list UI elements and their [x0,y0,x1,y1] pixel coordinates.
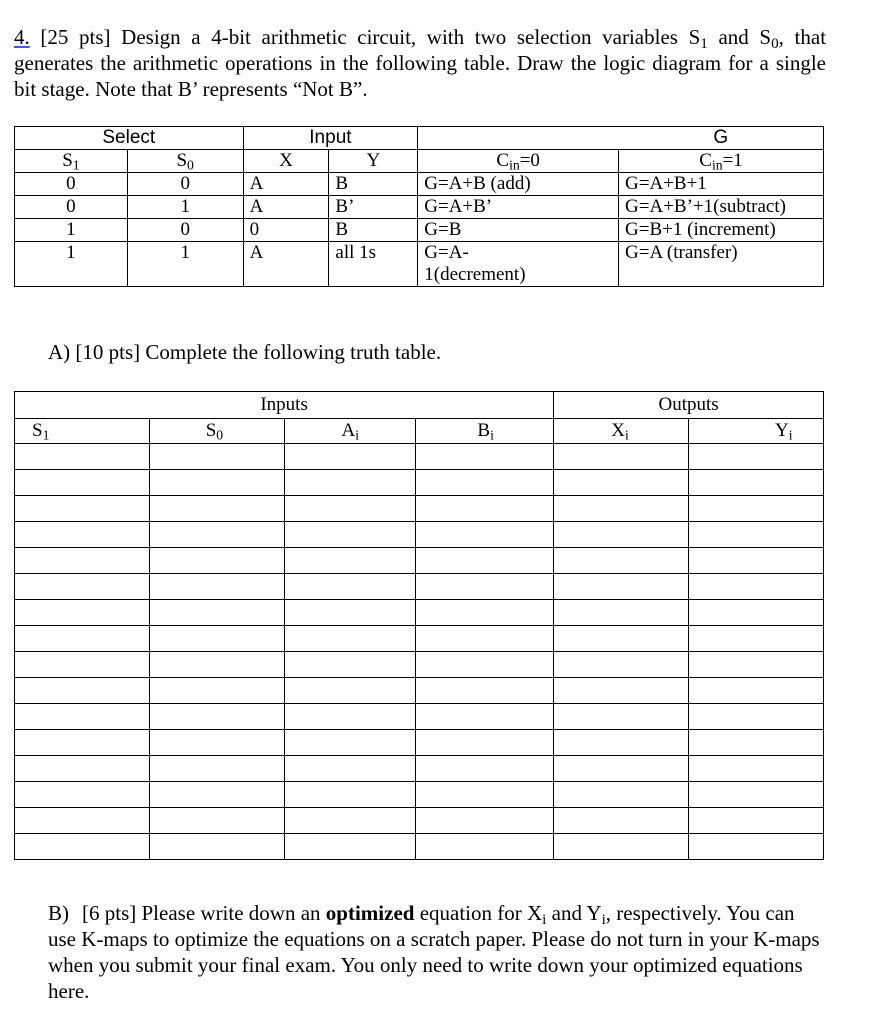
tt-empty-cell[interactable] [284,522,416,548]
tt-empty-cell[interactable] [149,522,284,548]
tt-empty-row [15,834,824,860]
col-y: Y [329,150,418,173]
tt-empty-cell[interactable] [149,808,284,834]
tt-empty-cell[interactable] [554,574,689,600]
col-label: B [477,420,491,441]
tt-empty-cell[interactable] [284,704,416,730]
cell-s0: 0 [127,219,243,242]
op-group-header-row [15,127,824,150]
tt-empty-cell[interactable] [689,652,824,678]
tt-empty-cell[interactable] [15,756,150,782]
subscript: in [711,157,723,173]
tt-empty-cell[interactable] [554,496,689,522]
tt-empty-cell[interactable] [284,626,416,652]
col-s0 [127,150,243,173]
tt-empty-row [15,444,824,470]
col-label: S [32,420,43,441]
tt-empty-cell[interactable] [689,444,824,470]
tt-empty-cell[interactable] [554,652,689,678]
col-s1-label: S [62,150,73,171]
cell-y: B [329,219,418,242]
tt-empty-cell[interactable] [416,626,554,652]
tt-empty-cell[interactable] [149,678,284,704]
tt-group-header-row [15,392,824,419]
tt-empty-cell[interactable] [284,496,416,522]
tt-empty-cell[interactable] [149,574,284,600]
cell-x: 0 [243,219,329,242]
tt-empty-cell[interactable] [554,626,689,652]
col-label: Y [775,420,789,441]
question-text-part: and S [718,25,772,49]
g-cin0-line2: 1(decrement) [424,264,526,285]
tt-empty-cell[interactable] [554,600,689,626]
input-header: Input [243,127,418,150]
op-row [15,173,824,196]
part-b-text [48,900,824,1004]
g-cin0-line1: G=A- [424,242,469,263]
tt-empty-cell[interactable] [284,756,416,782]
tt-empty-cell[interactable] [149,626,284,652]
tt-empty-cell[interactable] [149,600,284,626]
subscript: 1 [42,427,50,443]
tt-empty-row [15,626,824,652]
cin-value: =1 [722,150,743,171]
tt-empty-cell[interactable] [15,444,150,470]
tt-empty-cell[interactable] [15,652,150,678]
tt-empty-cell[interactable] [149,496,284,522]
op-row [15,219,824,242]
tt-empty-row [15,600,824,626]
tt-empty-cell[interactable] [284,574,416,600]
tt-empty-cell[interactable] [149,834,284,860]
tt-empty-cell[interactable] [416,730,554,756]
tt-empty-cell[interactable] [416,600,554,626]
op-column-header-row [15,150,824,173]
tt-empty-cell[interactable] [149,782,284,808]
tt-empty-cell[interactable] [416,470,554,496]
col-label: X [611,420,625,441]
col-x: X [243,150,329,173]
part-b-label: B) [48,901,69,925]
tt-empty-cell[interactable] [284,730,416,756]
question-text-part: Design a 4-bit arithmetic circuit, with two selection variables S [121,25,701,49]
tt-empty-cell[interactable] [416,678,554,704]
question-number: 4. [14,25,30,49]
op-row [15,196,824,219]
tt-empty-cell[interactable] [15,548,150,574]
subscript: 1 [700,35,708,52]
op-row [15,242,824,287]
subscript: in [509,157,520,173]
subscript: i [788,427,793,443]
cell-s0: 1 [127,196,243,219]
part-b-text-part: , respectively. You can use K-maps to optimize the equations on a scratch paper. Please do not turn in your K-maps when you submit your final exam. You only need to write down your optimized equations here. [48,901,820,1003]
subscript: i [601,911,606,928]
tt-empty-cell[interactable] [15,496,150,522]
tt-empty-row [15,782,824,808]
col-s1 [15,150,128,173]
g-header: G [619,127,824,150]
tt-empty-row [15,808,824,834]
tt-empty-cell[interactable] [149,730,284,756]
tt-empty-cell[interactable] [284,470,416,496]
tt-empty-cell[interactable] [689,730,824,756]
tt-empty-cell[interactable] [15,782,150,808]
tt-col-s1 [15,419,150,444]
cell-s0: 1 [127,242,243,287]
subscript: i [624,427,629,443]
cin-label: C [699,150,712,171]
subscript: 0 [187,157,194,173]
subscript: 1 [72,157,80,173]
tt-empty-cell[interactable] [416,782,554,808]
cell-y: all 1s [329,242,418,287]
subscript: i [490,427,494,443]
tt-empty-cell[interactable] [15,574,150,600]
truth-table [14,391,824,860]
col-cin1 [619,150,824,173]
tt-empty-cell[interactable] [689,600,824,626]
outputs-header: Outputs [554,392,824,419]
tt-empty-cell[interactable] [554,548,689,574]
tt-empty-cell[interactable] [554,756,689,782]
tt-empty-cell[interactable] [15,678,150,704]
tt-empty-row [15,574,824,600]
tt-empty-cell[interactable] [689,626,824,652]
subscript: i [542,911,547,928]
tt-empty-cell[interactable] [689,548,824,574]
cell-y: B [329,173,418,196]
tt-empty-row [15,730,824,756]
subscript: 0 [771,35,779,52]
part-a-label: A) [48,340,71,364]
part-b-text-part: and Y [551,901,602,925]
col-s0-label: S [176,150,188,171]
part-b-points: [6 pts] [82,901,137,925]
cell-x: A [243,173,329,196]
col-cin0 [418,150,619,173]
part-b-text-part: Please write down an [141,901,321,925]
tt-empty-cell[interactable] [416,808,554,834]
inputs-header: Inputs [15,392,554,419]
tt-empty-cell[interactable] [15,834,150,860]
part-a-text [48,340,441,365]
operation-table [14,126,824,287]
part-b-bold: optimized [325,901,415,925]
tt-empty-cell[interactable] [149,470,284,496]
tt-empty-cell[interactable] [15,808,150,834]
tt-empty-cell[interactable] [416,574,554,600]
tt-empty-cell[interactable] [689,834,824,860]
tt-empty-cell[interactable] [284,808,416,834]
tt-empty-row [15,496,824,522]
col-label: A [341,420,356,441]
cell-y: B’ [329,196,418,219]
cell-g-cin0: G=A+B’ [418,196,619,219]
tt-empty-cell[interactable] [554,678,689,704]
cell-g-cin1: G=A+B’+1(subtract) [619,196,824,219]
tt-empty-cell[interactable] [149,652,284,678]
tt-empty-cell[interactable] [416,522,554,548]
tt-empty-cell[interactable] [149,756,284,782]
tt-empty-cell[interactable] [284,782,416,808]
tt-empty-cell[interactable] [689,470,824,496]
tt-empty-cell[interactable] [554,444,689,470]
tt-empty-cell[interactable] [284,678,416,704]
tt-empty-cell[interactable] [416,548,554,574]
tt-empty-cell[interactable] [689,574,824,600]
cell-g-cin1: G=A (transfer) [619,242,824,287]
tt-empty-cell[interactable] [689,704,824,730]
tt-empty-cell[interactable] [416,652,554,678]
tt-empty-row [15,652,824,678]
tt-empty-cell[interactable] [554,704,689,730]
cell-s1: 1 [15,242,128,287]
tt-empty-row [15,678,824,704]
col-label: S [205,420,217,441]
subscript: i [355,427,360,443]
tt-col-bi [416,419,554,444]
tt-empty-cell[interactable] [149,444,284,470]
cell-g-cin1: G=A+B+1 [619,173,824,196]
g-header-spacer [418,127,619,150]
tt-empty-cell[interactable] [15,704,150,730]
tt-empty-cell[interactable] [15,470,150,496]
cin-value: =0 [519,150,540,171]
tt-empty-cell[interactable] [689,756,824,782]
tt-empty-cell[interactable] [689,496,824,522]
tt-empty-cell[interactable] [15,522,150,548]
tt-empty-cell[interactable] [416,756,554,782]
tt-empty-cell[interactable] [554,808,689,834]
tt-empty-cell[interactable] [284,548,416,574]
cell-x: A [243,196,329,219]
cell-s0: 0 [127,173,243,196]
cell-g-cin0 [418,242,619,287]
question-points: [25 pts] [40,25,111,49]
question-text-part: , that generates the arithmetic operations in the following table. Draw the logic diagram for a single bit stage. Note that B’ represents “Not B”. [14,25,827,101]
tt-empty-cell[interactable] [284,444,416,470]
cell-s1: 1 [15,219,128,242]
cell-s1: 0 [15,196,128,219]
tt-empty-row [15,756,824,782]
tt-empty-cell[interactable] [689,522,824,548]
cell-g-cin1: G=B+1 (increment) [619,219,824,242]
tt-empty-cell[interactable] [689,782,824,808]
tt-empty-cell[interactable] [149,548,284,574]
tt-empty-cell[interactable] [15,626,150,652]
cell-g-cin0: G=B [418,219,619,242]
tt-empty-cell[interactable] [15,600,150,626]
tt-col-s0 [149,419,284,444]
tt-empty-cell[interactable] [149,704,284,730]
tt-empty-cell[interactable] [554,782,689,808]
tt-empty-row [15,522,824,548]
tt-empty-cell[interactable] [554,834,689,860]
tt-empty-cell[interactable] [284,834,416,860]
tt-col-xi [554,419,689,444]
tt-empty-cell[interactable] [554,470,689,496]
part-b-text-part: equation for X [419,901,543,925]
tt-empty-cell[interactable] [554,730,689,756]
tt-empty-cell[interactable] [416,444,554,470]
tt-empty-cell[interactable] [284,652,416,678]
part-a-points: [10 pts] [75,340,141,364]
part-a-instruction: Complete the following truth table. [145,340,442,364]
cell-g-cin0: G=A+B (add) [418,173,619,196]
cell-x: A [243,242,329,287]
tt-empty-row [15,704,824,730]
tt-empty-cell[interactable] [284,600,416,626]
question-text [14,24,826,102]
truth-table-body [15,444,824,860]
tt-empty-row [15,548,824,574]
tt-column-header-row [15,419,824,444]
tt-empty-cell[interactable] [689,678,824,704]
tt-empty-cell[interactable] [15,730,150,756]
tt-empty-cell[interactable] [416,496,554,522]
cell-s1: 0 [15,173,128,196]
tt-empty-row [15,470,824,496]
tt-empty-cell[interactable] [416,834,554,860]
tt-empty-cell[interactable] [416,704,554,730]
subscript: 0 [216,427,224,443]
tt-empty-cell[interactable] [554,522,689,548]
cin-label: C [496,150,510,171]
tt-col-yi [689,419,824,444]
tt-empty-cell[interactable] [689,808,824,834]
tt-col-ai [284,419,416,444]
select-header: Select [15,127,244,150]
